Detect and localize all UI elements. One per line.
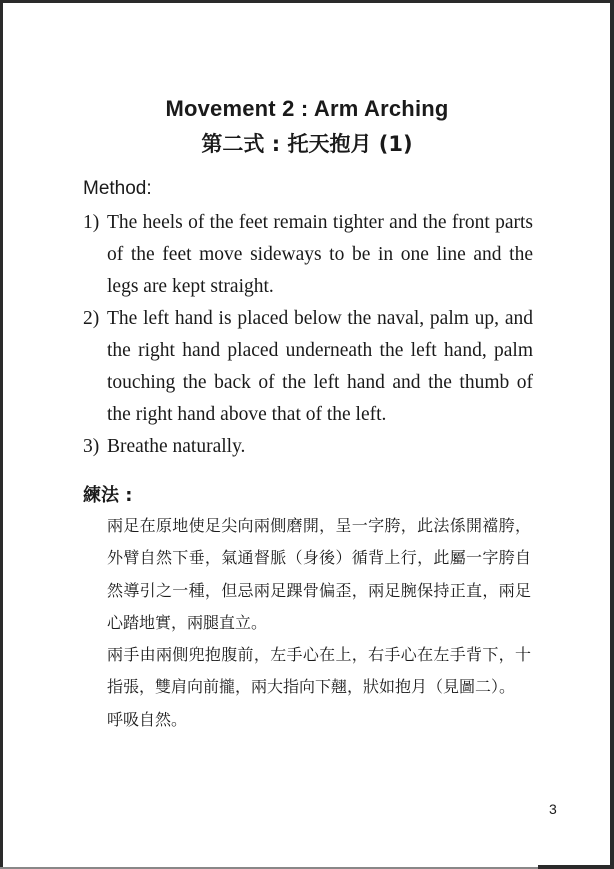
chinese-paragraph-2: 兩手由兩側兜抱腹前，左手心在上，右手心在左手背下，十指張，雙肩向前攏，兩大指向下翹，狀如抱月（見圖二）。 xyxy=(107,645,531,697)
page-title-english: Movement 2 : Arm Arching xyxy=(165,96,449,121)
method-heading: Method: xyxy=(83,178,152,199)
method-step-1 xyxy=(83,207,533,303)
chinese-paragraph-1: 兩足在原地使足尖向兩側磨開，呈一字胯，此法係開襠胯，外臂自然下垂，氣通督脈（身後）循背上行，此屬一字胯自然導引之一種，但忌兩足踝骨偏歪，兩足腕保持正直，兩足心踏地實，兩腿直立。 xyxy=(107,516,531,632)
chinese-paragraph-3: 呼吸自然。 xyxy=(107,709,188,729)
page-edge-bottom-shadow xyxy=(538,865,614,869)
step-number: 1) xyxy=(83,212,100,233)
method-step-2 xyxy=(83,303,533,431)
step-text: Breathe naturally. xyxy=(107,436,246,457)
step-text: The left hand is placed below the naval, palm up, and the right hand placed underneath the left hand, palm touching the back of the left hand and the thumb of the right hand above that of the left. xyxy=(107,308,533,425)
step-text: The heels of the feet remain tighter and the front parts of the feet move sideways to be in one line and the legs are kept straight. xyxy=(107,212,533,297)
step-number: 2) xyxy=(83,308,100,329)
method-step-3 xyxy=(83,431,533,463)
page-edge-top xyxy=(0,0,614,3)
chinese-method-body xyxy=(107,510,531,736)
method-steps-list xyxy=(83,207,533,463)
page-number: 3 xyxy=(549,801,557,817)
step-number: 3) xyxy=(83,436,100,457)
chinese-method-heading: 練法 : xyxy=(83,485,133,506)
page-title-chinese: 第二式 : 托天抱月 (1) xyxy=(201,132,413,156)
